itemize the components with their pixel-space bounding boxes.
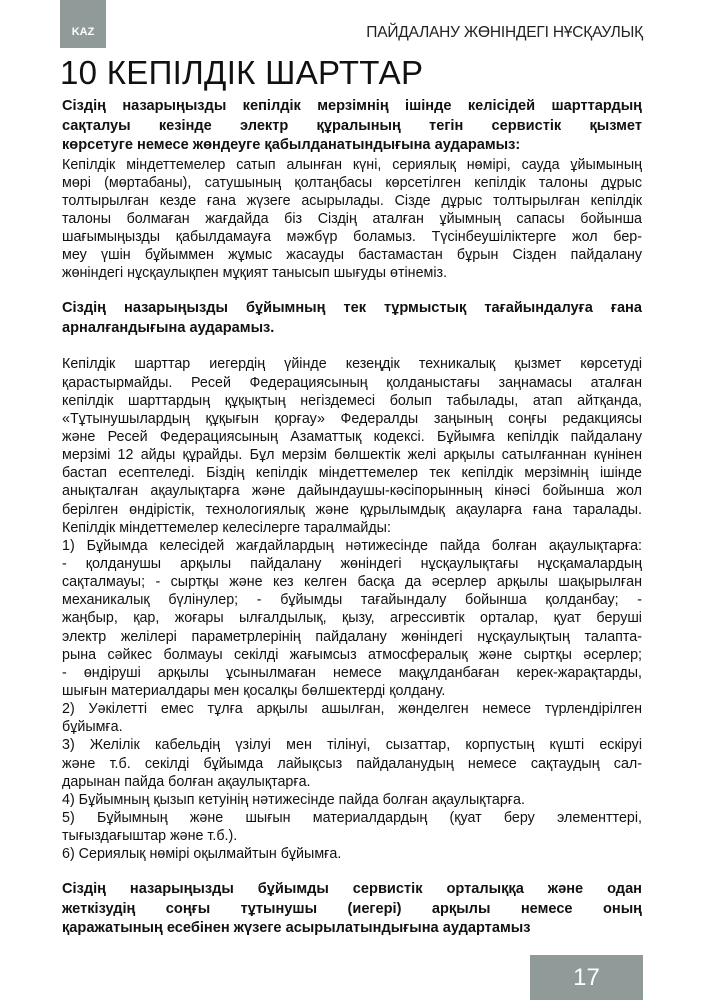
text-line: электр желілері параметрлерінің пайдалану жөніндегі нұсқаулықтың талапта-: [62, 628, 642, 645]
text-line: механикалық бүлінулер; - бұйымды тағайындалу бойынша қолданбау; -: [62, 592, 642, 609]
text-line: - қолданушы арқылы пайдалану жөніндегі нұсқаулықтағы нұсқамалардың: [62, 556, 642, 573]
notice-heading: [62, 97, 642, 156]
text-line: дарынан пайда болған ақаулықтарға.: [62, 773, 311, 790]
notice-heading: [62, 880, 642, 939]
text-line: 3) Желілік кабельдің үзілуі мен тілінуі, сызаттар, корпустың күшті ескіруі: [62, 737, 642, 754]
text-line: қарастырмайды. Ресей Федерациясының қолданыстағы заңнамасы аталған: [62, 374, 642, 391]
text-line: тығыздағыштар және т.б.).: [62, 828, 238, 845]
text-line: - өндіруші арқылы ұсынылмаған немесе мақұлданбаған керек-жарақтарды,: [62, 664, 642, 681]
body-paragraph: [62, 355, 642, 863]
text-line: 4) Бұйымның қызып кетуінің нәтижесінде пайда болған ақаулықтарға.: [62, 791, 525, 808]
running-header: ПАЙДАЛАНУ ЖӨНІНДЕГІ НҰСҚАУЛЫҚ: [366, 24, 643, 41]
text-line: Сіздің назарыңызды бұйымды сервистік орталыққа және одан: [62, 881, 642, 898]
text-line: мерзімі 12 айды құрайды. Бұл мерзім бөлшектік желі арқылы сатылғаннан күнінен: [62, 447, 642, 464]
text-line: көрсетуге немесе жөндеуге қабылданатындығына аударамыз:: [62, 137, 521, 153]
text-line: толтырылған кезде ғана жүзеге асырылады. Сізде дұрыс толтырылған кепілдік: [62, 192, 642, 209]
text-line: Кепілдік міндеттемелер сатып алынған күні, сериялық нөмірі, сауда ұйымының: [62, 156, 642, 173]
language-label: KAZ: [71, 26, 95, 38]
text-line: жеткізудің соңғы тұтынушы (иегері) арқылы немесе оның: [62, 900, 642, 917]
text-line: сақталмауы; - сыртқы және кез келген басқа да әсерлер арқылы шақырылған: [62, 574, 642, 591]
text-line: рына сәйкес болмауы секілді жағымсыз атмосфералық және сыртқы әсерлер;: [62, 646, 642, 663]
notice-heading: [62, 299, 642, 338]
paragraph-spacer: [62, 863, 642, 880]
text-line: шығын материалдары мен қосалқы бөлшектерді қолдану.: [62, 683, 446, 700]
body-paragraph: [62, 156, 642, 283]
text-line: Сіздің назарыңызды кепілдік мерзімнің ішінде келісідей шарттардың: [62, 98, 642, 114]
text-line: шағымыңызды қабылдамауға мәжбүр боламыз. Түсінбеушіліктерге жол бер-: [62, 229, 642, 246]
text-line: 5) Бұйымның және шығын материалдардың (қуат беру элементтері,: [62, 810, 642, 826]
text-line: арналғандығына аударамыз.: [62, 319, 275, 336]
text-line: жөніндегі нұсқаулықпен мұқият танысып шығуды өтінеміз.: [62, 265, 448, 282]
paragraph-spacer: [62, 338, 642, 355]
text-line: 1) Бұйымда келесідей жағдайлардың нәтижесінде пайда болған ақаулықтарға:: [62, 537, 642, 554]
text-line: Кепілдік міндеттемелер келесілерге таралмайды:: [62, 519, 391, 536]
text-line: және Ресей Федерациясының Азаматтық кодексі. Бұйымға кепілдік пайдалану: [62, 429, 642, 446]
page-number: 17: [530, 955, 643, 1000]
text-line: меу үшін бұйыммен жұмыс жасауды бастамастан бұрын Сізден пайдалану: [62, 247, 642, 264]
text-line: Сіздің назарыңызды бұйымның тек тұрмыстық тағайындалуға ғана: [62, 300, 642, 317]
text-line: кепілдік шарттардың құқықтың негіздемесі болып табылады, атап айтқанда,: [62, 392, 642, 409]
text-line: жаңбыр, қар, жоғары ылғалдылық, қызу, агрессивтік орталар, қуат беруші: [62, 610, 642, 627]
text-line: және т.б. секілді бұйымда лайықсыз пайдаланудың немесе сақтаудың сал-: [62, 755, 642, 772]
text-line: бұйымға.: [62, 719, 123, 736]
text-line: «Тұтынушылардың құқығын қорғау» Федералды заңының соңғы редакциясы: [62, 410, 642, 427]
text-line: Кепілдік шарттар иегердің үйінде кезеңдік техникалық қызмет көрсетуді: [62, 356, 642, 373]
body-content: [62, 97, 642, 939]
text-line: 6) Сериялық нөмірі оқылмайтын бұйымға.: [62, 846, 342, 863]
text-line: талоны болмаған жағдайда біз Сіздің аталған ұйымның сапасы бойынша: [62, 210, 642, 227]
language-tab: [60, 0, 106, 48]
text-line: бастап есептеледі. Біздің кепілдік міндеттемелер тек кепілдік мерзімнің ішінде: [62, 465, 642, 482]
text-line: берілген өндірістік, технологиялық және құрылымдық ақауларға ғана таралады.: [62, 501, 642, 518]
text-line: қаражатының есебінен жүзеге асырылатындығына аудартамыз: [62, 920, 531, 937]
text-line: анықталған ақаулықтарға және дайындаушы-кәсіпорынның кінәсі бойынша жол: [62, 483, 642, 500]
section-title: 10 КЕПІЛДІК ШАРТТАР: [60, 54, 424, 91]
text-line: сақталуы кезінде электр құралының тегін сервистік қызмет: [62, 117, 642, 134]
text-line: 2) Уәкілетті емес тұлға арқылы ашылған, жөнделген немесе түрлендірілген: [62, 701, 642, 718]
paragraph-spacer: [62, 282, 642, 299]
text-line: мөрі (мөртабаны), сатушының қолтаңбасы көрсетілген кепілдік талоны дұрыс: [62, 174, 642, 191]
